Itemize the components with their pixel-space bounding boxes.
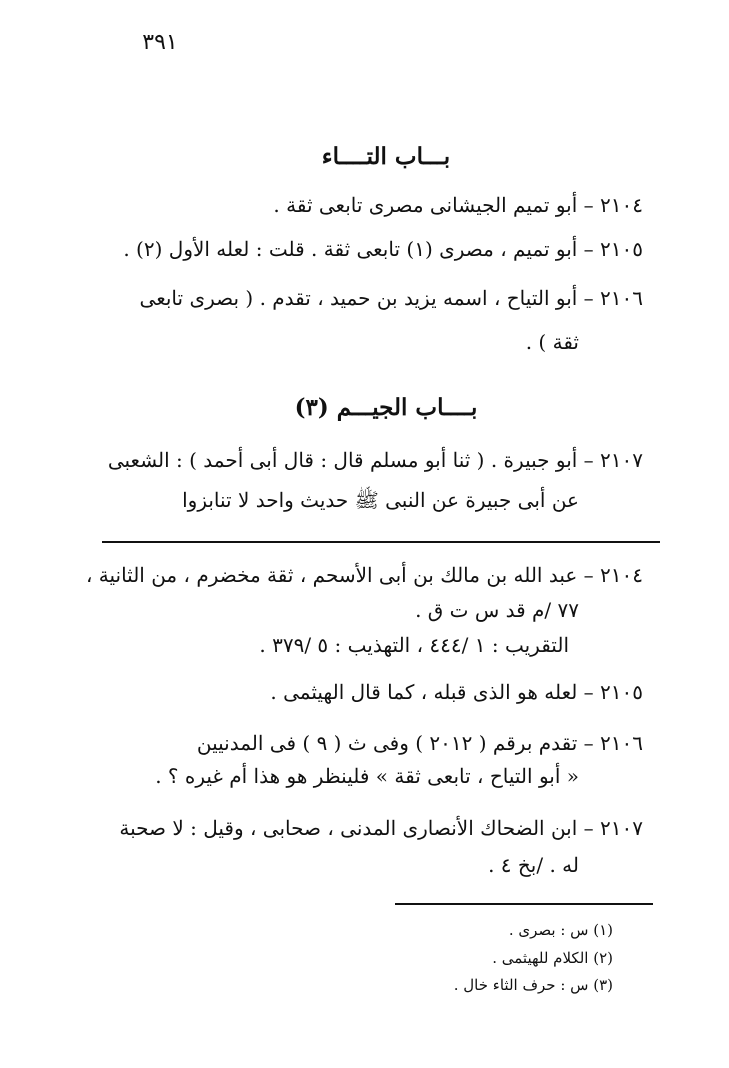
entry-2107-line-1: ٢١٠٧ – أبو جبيرة . ( ثنا أبو مسلم قال : قال أبى أحمد ) : الشعبى [107, 448, 643, 472]
entry-2105-line-1: ٢١٠٥ – أبو تميم ، مصرى (١) تابعى ثقة . قلت : لعله الأول (٢) . [123, 237, 643, 261]
section-title-jim: بــــاب الجيـــم (٣) [294, 394, 478, 421]
note-2106-line-1: ٢١٠٦ – تقدم برقم ( ٢٠١٢ ) وفى ث ( ٩ ) فى المدنيين [196, 731, 643, 755]
notes-divider [102, 541, 660, 543]
entry-2104-line-1: ٢١٠٤ – أبو تميم الجيشانى مصرى تابعى ثقة . [273, 193, 643, 217]
footnote-2: (٢) الكلام للهيثمى . [492, 949, 613, 967]
section-title-ta: بـــاب التــــاء [321, 143, 451, 170]
entry-2107-line-2: عن أبى جبيرة عن النبى ﷺ حديث واحد لا تنابزوا [182, 488, 579, 512]
note-2104-line-3: التقريب : ١ /٤٤٤ ، التهذيب : ٥ /٣٧٩ . [259, 633, 569, 657]
footnote-1: (١) س : بصرى . [508, 921, 613, 939]
note-2104-line-2: ٧٧ /م قد س ت ق . [415, 598, 579, 622]
note-2104-line-1: ٢١٠٤ – عبد الله بن مالك بن أبى الأسحم ، ثقة مخضرم ، من الثانية ، [85, 563, 643, 587]
footnotes-divider [395, 903, 653, 905]
page-number: ٣٩١ [142, 30, 178, 55]
note-2107-line-1: ٢١٠٧ – ابن الضحاك الأنصارى المدنى ، صحابى ، وقيل : لا صحبة [119, 816, 643, 840]
footnote-3: (٣) س : حرف الثاء خال . [453, 976, 613, 994]
note-2106-line-2: « أبو التياح ، تابعى ثقة » فلينظر هو هذا أم غيره ؟ . [155, 764, 579, 788]
note-2105-line-1: ٢١٠٥ – لعله هو الذى قبله ، كما قال الهيثمى . [270, 680, 643, 704]
note-2107-line-2: له . /بخ ٤ . [488, 853, 579, 877]
entry-2106-line-2: ثقة ) . [525, 330, 579, 354]
entry-2106-line-1: ٢١٠٦ – أبو التياح ، اسمه يزيد بن حميد ، تقدم . ( بصرى تابعى [139, 286, 643, 310]
